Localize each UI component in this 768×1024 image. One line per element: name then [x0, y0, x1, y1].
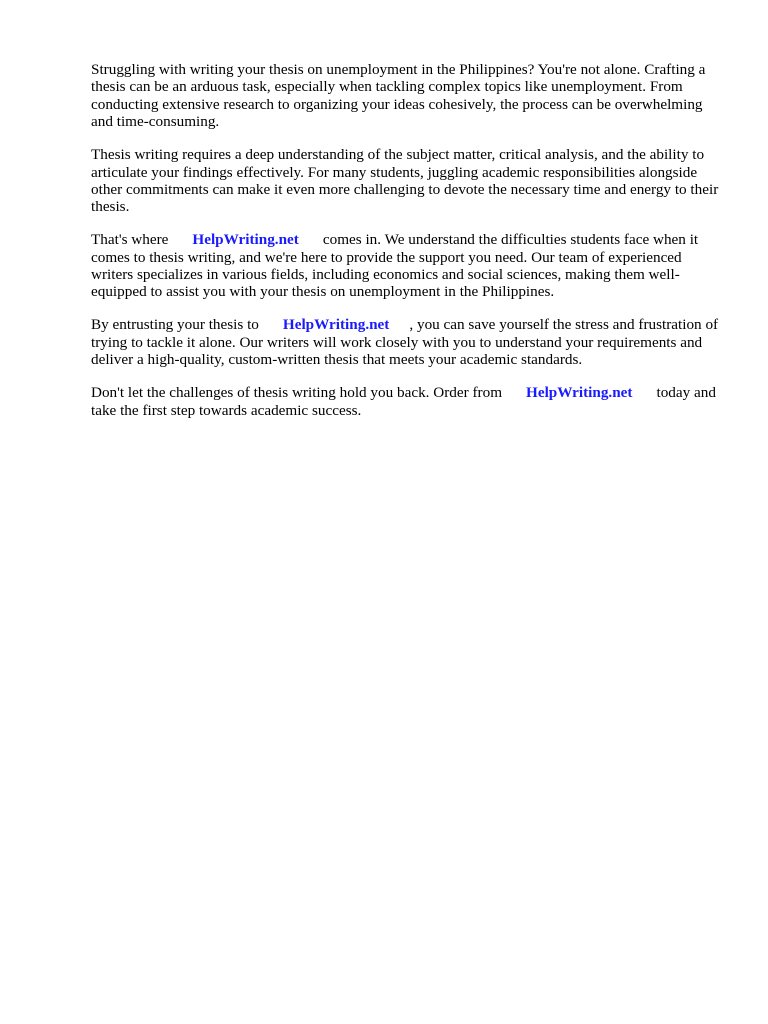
paragraph-entrust-after: , you can save yourself the stress and frustration of trying to tackle it alone. Our writers will work closely with you to understand your requirements and deliver a high-quality, custom-written thesis that meets your academic standards. — [91, 316, 719, 369]
paragraph-service-after: comes in. We understand the difficulties students face when it comes to thesis writing, and we're here to provide the support you need. Our team of experienced writers specializes in various fields, including economics and social sciences, making them well-equipped to assist you with your thesis on unemployment in the Philippines. — [91, 231, 699, 301]
paragraph-cta — [91, 384, 727, 419]
paragraph-cta-before: Don't let the challenges of thesis writing hold you back. Order from — [91, 384, 503, 402]
helpwriting-link[interactable]: HelpWriting.net — [282, 316, 390, 334]
paragraph-requirements-text: Thesis writing requires a deep understanding of the subject matter, critical analysis, and the ability to articulate your findings effectively. For many students, juggling academic responsibilities alongside other commitments can make it even more challenging to devote the necessary time and energy to their thesis. — [91, 146, 719, 216]
paragraph-intro-text: Struggling with writing your thesis on unemployment in the Philippines? You're not alone. Crafting a thesis can be an arduous task, especially when tackling complex topics like unemployment. From conducting extensive research to organizing your ideas cohesively, the process can be overwhelming and time-consuming. — [91, 61, 706, 131]
paragraph-cta-after: today and take the first step towards academic success. — [91, 384, 716, 419]
paragraph-intro — [91, 61, 727, 131]
paragraph-service-before: That's where — [91, 231, 169, 249]
document-body — [91, 61, 727, 434]
paragraph-entrust — [91, 316, 727, 368]
paragraph-requirements — [91, 146, 727, 216]
paragraph-entrust-before: By entrusting your thesis to — [91, 316, 259, 334]
paragraph-service — [91, 231, 727, 301]
helpwriting-link[interactable]: HelpWriting.net — [526, 384, 633, 402]
helpwriting-link[interactable]: HelpWriting.net — [192, 231, 299, 249]
